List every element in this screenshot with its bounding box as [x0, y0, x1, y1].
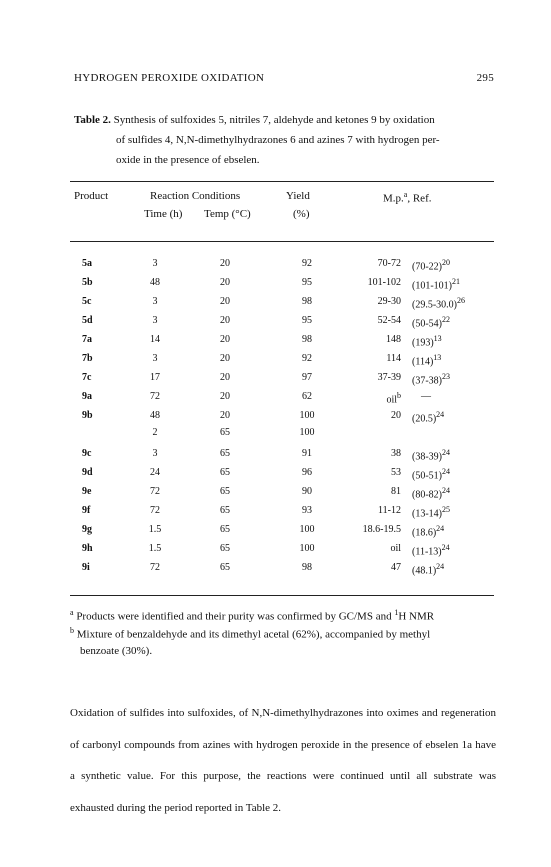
- cell-ref-value: (114): [412, 356, 434, 368]
- cell-mp-value: 70-72: [377, 258, 401, 269]
- cell-temp: 65: [220, 543, 230, 554]
- cell-time: 17: [150, 372, 160, 383]
- header-yield-unit: (%): [293, 208, 310, 220]
- cell-mp: [345, 315, 401, 326]
- cell-product: 7a: [82, 334, 92, 345]
- header-temp: Temp (°C): [204, 208, 251, 220]
- cell-yield: 97: [302, 372, 312, 383]
- cell-temp: 20: [220, 277, 230, 288]
- cell-time: 48: [150, 277, 160, 288]
- header-mp-sup: a: [403, 190, 408, 199]
- table-top-rule: [70, 181, 494, 182]
- cell-ref-citation: 24: [442, 467, 450, 476]
- cell-mp-value: 20: [391, 410, 401, 421]
- cell-ref-citation: 24: [441, 543, 450, 552]
- cell-temp: 20: [220, 391, 230, 402]
- cell-product: 5c: [82, 296, 92, 307]
- cell-ref-value: —: [421, 391, 431, 402]
- cell-ref: [412, 277, 460, 291]
- cell-yield: 100: [299, 543, 315, 554]
- cell-mp: [345, 467, 401, 478]
- cell-time: 72: [150, 391, 160, 402]
- page-number: 295: [476, 72, 494, 84]
- cell-ref-value: (50-54): [412, 318, 442, 330]
- footnote-b-text-2: benzoate (30%).: [80, 644, 153, 657]
- cell-mp: [345, 505, 401, 516]
- cell-product: 5b: [82, 277, 93, 288]
- cell-yield: 95: [302, 315, 312, 326]
- cell-mp: [345, 277, 401, 288]
- cell-mp-value: 148: [386, 334, 401, 345]
- cell-yield: 100: [299, 427, 315, 438]
- cell-ref: [412, 372, 450, 386]
- cell-mp-sup: b: [397, 391, 401, 400]
- cell-yield: 98: [302, 334, 312, 345]
- cell-yield: 92: [302, 353, 312, 364]
- cell-yield: 96: [302, 467, 312, 478]
- footnote-a-text: Products were identified and their purity was confirmed by GC/MS and: [73, 610, 395, 623]
- table-label: Table 2.: [74, 114, 111, 126]
- cell-ref: [421, 391, 431, 402]
- cell-ref-value: (11-13): [412, 546, 442, 558]
- cell-time: 2: [152, 427, 158, 438]
- cell-ref-citation: 23: [442, 372, 450, 381]
- cell-time: 3: [152, 448, 158, 459]
- cell-ref: [412, 524, 444, 538]
- cell-ref-value: (101-101): [412, 280, 452, 292]
- cell-ref-value: (18.6): [412, 527, 437, 539]
- cell-yield: 91: [302, 448, 312, 459]
- cell-ref: [412, 448, 450, 462]
- cell-temp: 65: [220, 427, 230, 438]
- cell-ref: [412, 258, 450, 272]
- cell-ref-value: (50-51): [412, 470, 442, 482]
- cell-yield: 98: [302, 562, 312, 573]
- caption-line-1: Synthesis of sulfoxides 5, nitriles 7, aldehyde and ketones 9 by oxidation: [113, 114, 435, 126]
- header-time: Time (h): [144, 208, 183, 220]
- cell-ref-citation: 22: [442, 315, 450, 324]
- cell-ref-citation: 24: [436, 562, 445, 571]
- cell-product: 5a: [82, 258, 92, 269]
- table-bottom-rule: [70, 595, 494, 596]
- cell-temp: 20: [220, 258, 230, 269]
- cell-ref: [412, 410, 444, 424]
- footnote-b: [70, 623, 500, 659]
- cell-temp: 20: [220, 334, 230, 345]
- cell-time: 24: [150, 467, 160, 478]
- cell-yield: 100: [299, 524, 315, 535]
- cell-mp: [345, 448, 401, 459]
- cell-ref-value: (37-38): [412, 375, 442, 387]
- cell-time: 3: [152, 315, 158, 326]
- footnote-b-mark: b: [70, 626, 74, 635]
- cell-time: 3: [152, 296, 158, 307]
- cell-mp: [345, 562, 401, 573]
- cell-ref-value: (20.5): [412, 413, 437, 425]
- cell-yield: 100: [299, 410, 315, 421]
- cell-mp: [345, 296, 401, 307]
- cell-mp-value: 101-102: [367, 277, 401, 288]
- header-mp-text: M.p.: [383, 192, 404, 205]
- cell-ref-citation: 24: [442, 486, 450, 495]
- cell-yield: 98: [302, 296, 312, 307]
- cell-ref: [412, 334, 442, 348]
- cell-mp-value: 52-54: [377, 315, 401, 326]
- cell-mp-value: 47: [391, 562, 401, 573]
- header-product: Product: [74, 190, 109, 202]
- table-header-rule: [70, 241, 494, 242]
- cell-mp-value: 11-12: [378, 505, 401, 516]
- caption-line-2: of sulfides 4, N,N-dimethylhydrazones 6 and azines 7 with hydrogen per-: [116, 134, 440, 146]
- cell-mp-value: oil: [390, 543, 401, 554]
- cell-ref-citation: 24: [436, 410, 445, 419]
- cell-ref-value: (193): [412, 337, 434, 349]
- cell-mp-value: oil: [386, 394, 397, 406]
- cell-temp: 20: [220, 353, 230, 364]
- cell-temp: 20: [220, 372, 230, 383]
- cell-mp-value: 114: [386, 353, 401, 364]
- cell-ref: [412, 467, 450, 481]
- cell-mp-value: 37-39: [377, 372, 401, 383]
- cell-ref-citation: 25: [442, 505, 450, 514]
- cell-time: 1.5: [148, 543, 162, 554]
- cell-product: 9f: [82, 505, 91, 516]
- cell-time: 3: [152, 258, 158, 269]
- cell-product: 9c: [82, 448, 92, 459]
- cell-product: 9g: [82, 524, 92, 535]
- cell-temp: 20: [220, 410, 230, 421]
- cell-mp: [345, 258, 401, 269]
- cell-yield: 90: [302, 486, 312, 497]
- cell-mp: [345, 524, 401, 535]
- cell-time: 72: [150, 505, 160, 516]
- cell-mp: [345, 391, 401, 405]
- cell-temp: 20: [220, 315, 230, 326]
- cell-ref-value: (29.5-30.0): [412, 299, 457, 311]
- cell-mp-value: 18.6-19.5: [362, 524, 401, 535]
- cell-ref: [412, 505, 450, 519]
- cell-mp-value: 53: [391, 467, 401, 478]
- cell-ref: [412, 353, 441, 367]
- cell-ref-citation: 13: [433, 353, 442, 362]
- cell-ref-value: (13-14): [412, 508, 442, 520]
- caption-line-3: oxide in the presence of ebselen.: [116, 154, 260, 166]
- cell-temp: 65: [220, 467, 230, 478]
- header-ref-text: , Ref.: [407, 192, 432, 205]
- cell-product: 9h: [82, 543, 93, 554]
- cell-yield: 92: [302, 258, 312, 269]
- cell-temp: 20: [220, 296, 230, 307]
- cell-temp: 65: [220, 486, 230, 497]
- table-caption: [74, 110, 494, 170]
- cell-product: 5d: [82, 315, 93, 326]
- cell-yield: 95: [302, 277, 312, 288]
- cell-product: 7b: [82, 353, 93, 364]
- cell-product: 7c: [82, 372, 92, 383]
- cell-time: 72: [150, 562, 160, 573]
- cell-temp: 65: [220, 505, 230, 516]
- footnote-a-tail: H NMR: [398, 610, 435, 623]
- cell-yield: 93: [302, 505, 312, 516]
- cell-ref-citation: 26: [457, 296, 465, 305]
- cell-time: 3: [152, 353, 158, 364]
- cell-mp: [345, 334, 401, 345]
- header-yield: Yield: [286, 190, 310, 202]
- cell-mp-value: 81: [391, 486, 401, 497]
- header-mp: [383, 190, 431, 205]
- header-reaction-conditions: Reaction Conditions: [150, 190, 241, 202]
- cell-yield: 62: [302, 391, 312, 402]
- running-head-title: HYDROGEN PEROXIDE OXIDATION: [74, 72, 265, 84]
- cell-ref: [412, 562, 444, 576]
- cell-ref: [412, 486, 450, 500]
- cell-time: 72: [150, 486, 160, 497]
- cell-time: 14: [150, 334, 160, 345]
- cell-mp: [345, 410, 401, 421]
- cell-temp: 65: [220, 562, 230, 573]
- cell-ref: [412, 315, 450, 329]
- footnote-a: [70, 605, 500, 625]
- footnote-b-text-1: Mixture of benzaldehyde and its dimethyl acetal (62%), accompanied by methyl: [74, 628, 431, 641]
- cell-mp: [345, 372, 401, 383]
- cell-ref-citation: 24: [436, 524, 445, 533]
- cell-product: 9e: [82, 486, 92, 497]
- cell-ref-value: (70-22): [412, 261, 442, 273]
- footnote-a-h-sup: 1: [394, 608, 399, 617]
- cell-product: 9a: [82, 391, 92, 402]
- cell-ref-value: (80-82): [412, 489, 442, 501]
- cell-ref: [412, 296, 465, 310]
- footnote-a-mark: a: [70, 608, 74, 617]
- cell-mp: [345, 486, 401, 497]
- cell-mp: [345, 353, 401, 364]
- cell-ref-value: (38-39): [412, 451, 442, 463]
- body-paragraph: Oxidation of sulfides into sulfoxides, of N,N-dimethylhydrazones into oximes and regeneration of carbonyl compounds from azines with hydrogen peroxide in the presence of ebselen 1a have a synthetic value. For this purpose, the reactions were continued until all substrate was exhausted during the period reported in Table 2.: [70, 707, 496, 814]
- cell-ref-citation: 13: [433, 334, 442, 343]
- cell-temp: 65: [220, 524, 230, 535]
- cell-ref-citation: 21: [452, 277, 460, 286]
- cell-product: 9d: [82, 467, 93, 478]
- cell-time: 1.5: [148, 524, 162, 535]
- cell-product: 9b: [82, 410, 93, 421]
- cell-ref-value: (48.1): [412, 565, 437, 577]
- cell-mp-value: 29-30: [377, 296, 401, 307]
- cell-ref-citation: 24: [442, 448, 450, 457]
- cell-temp: 65: [220, 448, 230, 459]
- cell-ref-citation: 20: [442, 258, 450, 267]
- cell-mp: [345, 543, 401, 554]
- cell-ref: [412, 543, 450, 557]
- cell-product: 9i: [82, 562, 90, 573]
- cell-time: 48: [150, 410, 160, 421]
- cell-mp-value: 38: [391, 448, 401, 459]
